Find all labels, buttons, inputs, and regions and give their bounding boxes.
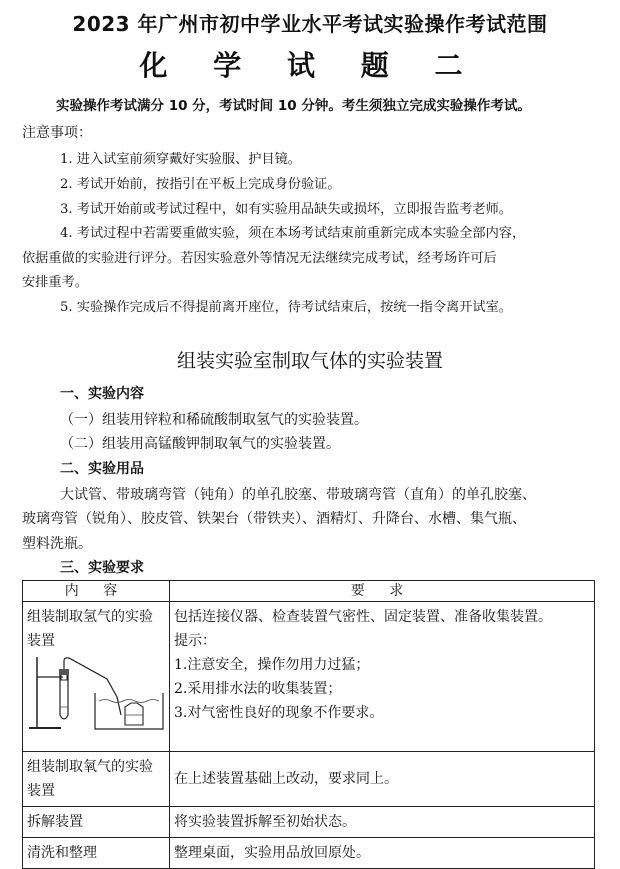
table-cell-requirement: [170, 752, 595, 807]
cell-line: 2.采用排水法的收集装置；: [174, 681, 342, 697]
table-cell-content: [23, 752, 170, 807]
cell-line: 在上述装置基础上改动，要求同上。: [174, 771, 398, 787]
note-item: 安排重考。: [22, 275, 88, 290]
table-row: [23, 752, 595, 807]
cell-line: 装置: [27, 783, 55, 799]
table-header-requirement: 要 求: [170, 581, 595, 602]
table-cell-content: [23, 602, 170, 752]
page-subtitle: 化 学 试 题 二: [139, 49, 481, 82]
note-item: 依据重做的实验进行评分。若因实验意外等情况无法继续完成考试，经考场许可后: [22, 251, 497, 266]
requirements-table: [22, 580, 595, 869]
cell-line: 组装制取氧气的实验: [27, 759, 153, 775]
table-header-content: 内 容: [23, 581, 170, 602]
exam-notice: 实验操作考试满分 10 分，考试时间 10 分钟。考生须独立完成实验操作考试。: [56, 98, 531, 114]
cell-line: 提示：: [174, 633, 216, 649]
cell-line: 将实验装置拆解至初始状态。: [174, 814, 356, 830]
note-item: 4. 考试过程中若需要重做实验，须在本场考试结束前重新完成本实验全部内容，: [60, 226, 526, 241]
section-heading: 二、实验用品: [60, 461, 144, 477]
table-cell-requirement: [170, 602, 595, 752]
page-title: 2023 年广州市初中学业水平考试实验操作考试范围: [72, 12, 548, 36]
cell-line: 装置: [27, 633, 55, 649]
section-heading: 一、实验内容: [60, 386, 144, 402]
content-item: （一）组装用锌粒和稀硫酸制取氢气的实验装置。: [60, 412, 368, 428]
cell-line: 拆解装置: [27, 814, 83, 830]
materials-line: 玻璃弯管（锐角）、胶皮管、铁架台（带铁夹）、酒精灯、升降台、水槽、集气瓶、: [22, 511, 526, 527]
table-cell-content: [23, 838, 170, 869]
table-cell-requirement: [170, 838, 595, 869]
experiment-title: 组装实验室制取气体的实验装置: [176, 350, 443, 372]
notes-heading: 注意事项：: [22, 125, 92, 141]
note-item: 1. 进入试室前须穿戴好实验服、护目镜。: [60, 152, 301, 167]
materials-line: 大试管、带玻璃弯管（钝角）的单孔胶塞、带玻璃弯管（直角）的单孔胶塞、: [60, 487, 536, 503]
hydrogen-apparatus-diagram: [27, 653, 165, 733]
table-row: [23, 807, 595, 838]
section-heading: 三、实验要求: [60, 560, 144, 576]
note-item: 3. 考试开始前或考试过程中，如有实验用品缺失或损坏，立即报告监考老师。: [60, 202, 512, 217]
table-cell-content: [23, 807, 170, 838]
note-item: 2. 考试开始前，按指引在平板上完成身份验证。: [60, 177, 341, 192]
table-header-row: [23, 581, 595, 602]
content-item: （二）组装用高锰酸钾制取氧气的实验装置。: [60, 436, 340, 452]
cell-line: 3.对气密性良好的现象不作要求。: [174, 705, 384, 721]
table-cell-requirement: [170, 807, 595, 838]
cell-line: 包括连接仪器、检查装置气密性、固定装置、准备收集装置。: [174, 609, 552, 625]
cell-line: 整理桌面，实验用品放回原处。: [174, 845, 370, 861]
note-item: 5. 实验操作完成后不得提前离开座位，待考试结束后，按统一指令离开试室。: [60, 300, 512, 315]
table-row: [23, 602, 595, 752]
table-row: [23, 838, 595, 869]
materials-line: 塑料洗瓶。: [22, 536, 92, 552]
cell-line: 清洗和整理: [27, 845, 97, 861]
cell-line: 组装制取氢气的实验: [27, 609, 153, 625]
cell-line: 1.注意安全，操作勿用力过猛；: [174, 657, 370, 673]
